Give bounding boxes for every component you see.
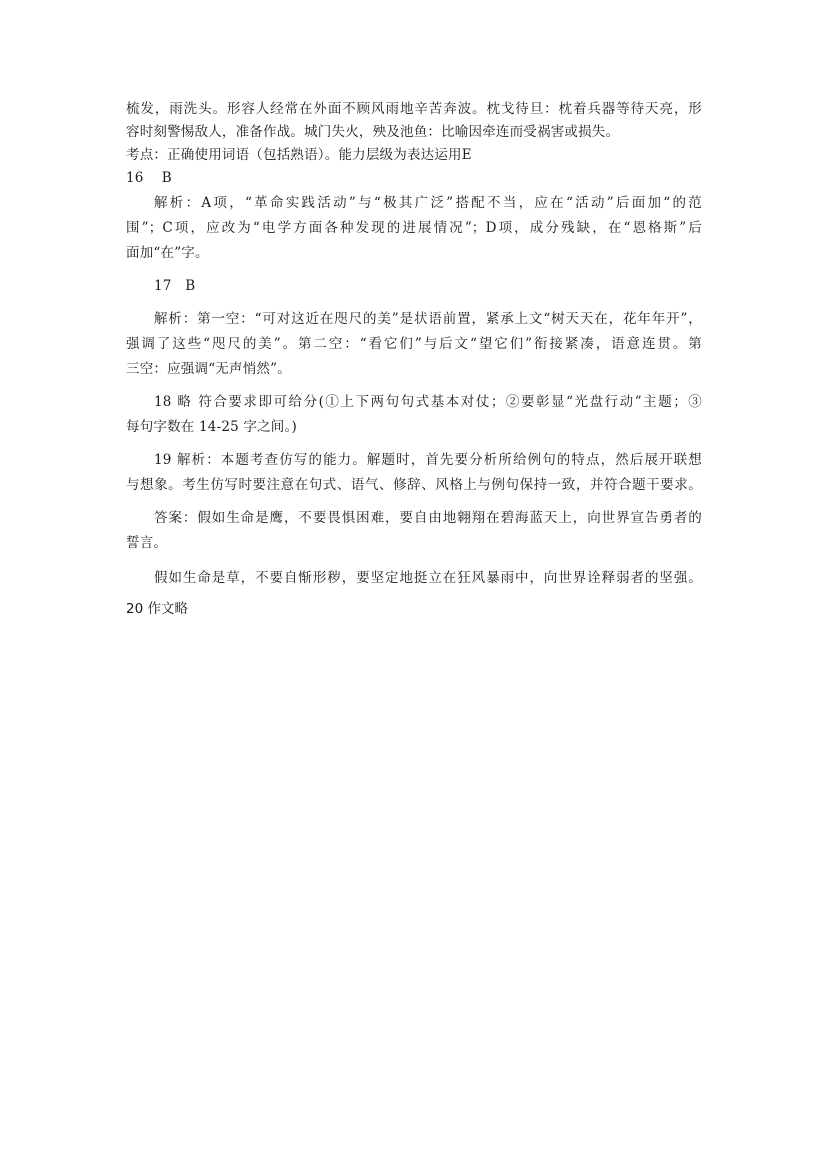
answer-20-text: 20 作文略 [126, 601, 188, 617]
text-line: 每句字数在 14-25 字之间。) [126, 419, 297, 435]
text-line: 解析：第一空：“可对这近在咫尺的美”是状语前置，紧承上文“树天天在，花年年开”， [154, 311, 702, 327]
text-line: 容时刻警惕敌人，准备作战。城门失火，殃及池鱼：比喻因牵连而受祸害或损失。 [126, 124, 620, 140]
answer-19-text: 19 解析：本题考查仿写的能力。解题时，首先要分析所给例句的特点，然后展开联想 [154, 452, 702, 468]
document-body [126, 98, 702, 621]
text-line: 梳发，雨洗头。形容人经常在外面不顾风雨地辛苦奔波。枕戈待旦：枕着兵器等待天亮，形 [126, 101, 702, 117]
text-line: 面加“在”字。 [126, 245, 209, 261]
text-line: 誓言。 [126, 535, 168, 551]
answer-18-text: 18 略 符合要求即可给分(①上下两句句式基本对仗；②要彰显“光盘行动”主题；③ [154, 394, 702, 410]
answer-19-sample-2: 假如生命是草，不要自惭形秽，要坚定地挺立在狂风暴雨中，向世界诠释弱者的坚强。 [154, 570, 702, 586]
answer-16-heading: 16 B [126, 170, 172, 186]
text-line: 考点：正确使用词语（包括熟语）。能力层级为表达运用E [126, 147, 472, 163]
answer-17-heading: 17 B [154, 278, 196, 294]
text-line: 与想象。考生仿写时要注意在句式、语气、修辞、风格上与例句保持一致，并符合题干要求。 [126, 477, 702, 493]
text-line: 围”；C项，应改为“电学方面各种发现的进展情况”；D项，成分残缺，在“恩格斯”后 [126, 220, 702, 236]
text-line: 解析：A项，“革命实践活动”与“极其广泛”搭配不当，应在“活动”后面加“的范 [154, 195, 702, 211]
text-line: 三空：应强调“无声悄然”。 [126, 361, 291, 377]
text-line: 强调了这些“咫尺的美”。第二空：“看它们”与后文“望它们”衔接紧凑，语意连贯。第 [126, 336, 702, 352]
answer-19-sample-1: 答案：假如生命是鹰，不要畏惧困难，要自由地翱翔在碧海蓝天上，向世界宣告勇者的 [154, 510, 702, 526]
